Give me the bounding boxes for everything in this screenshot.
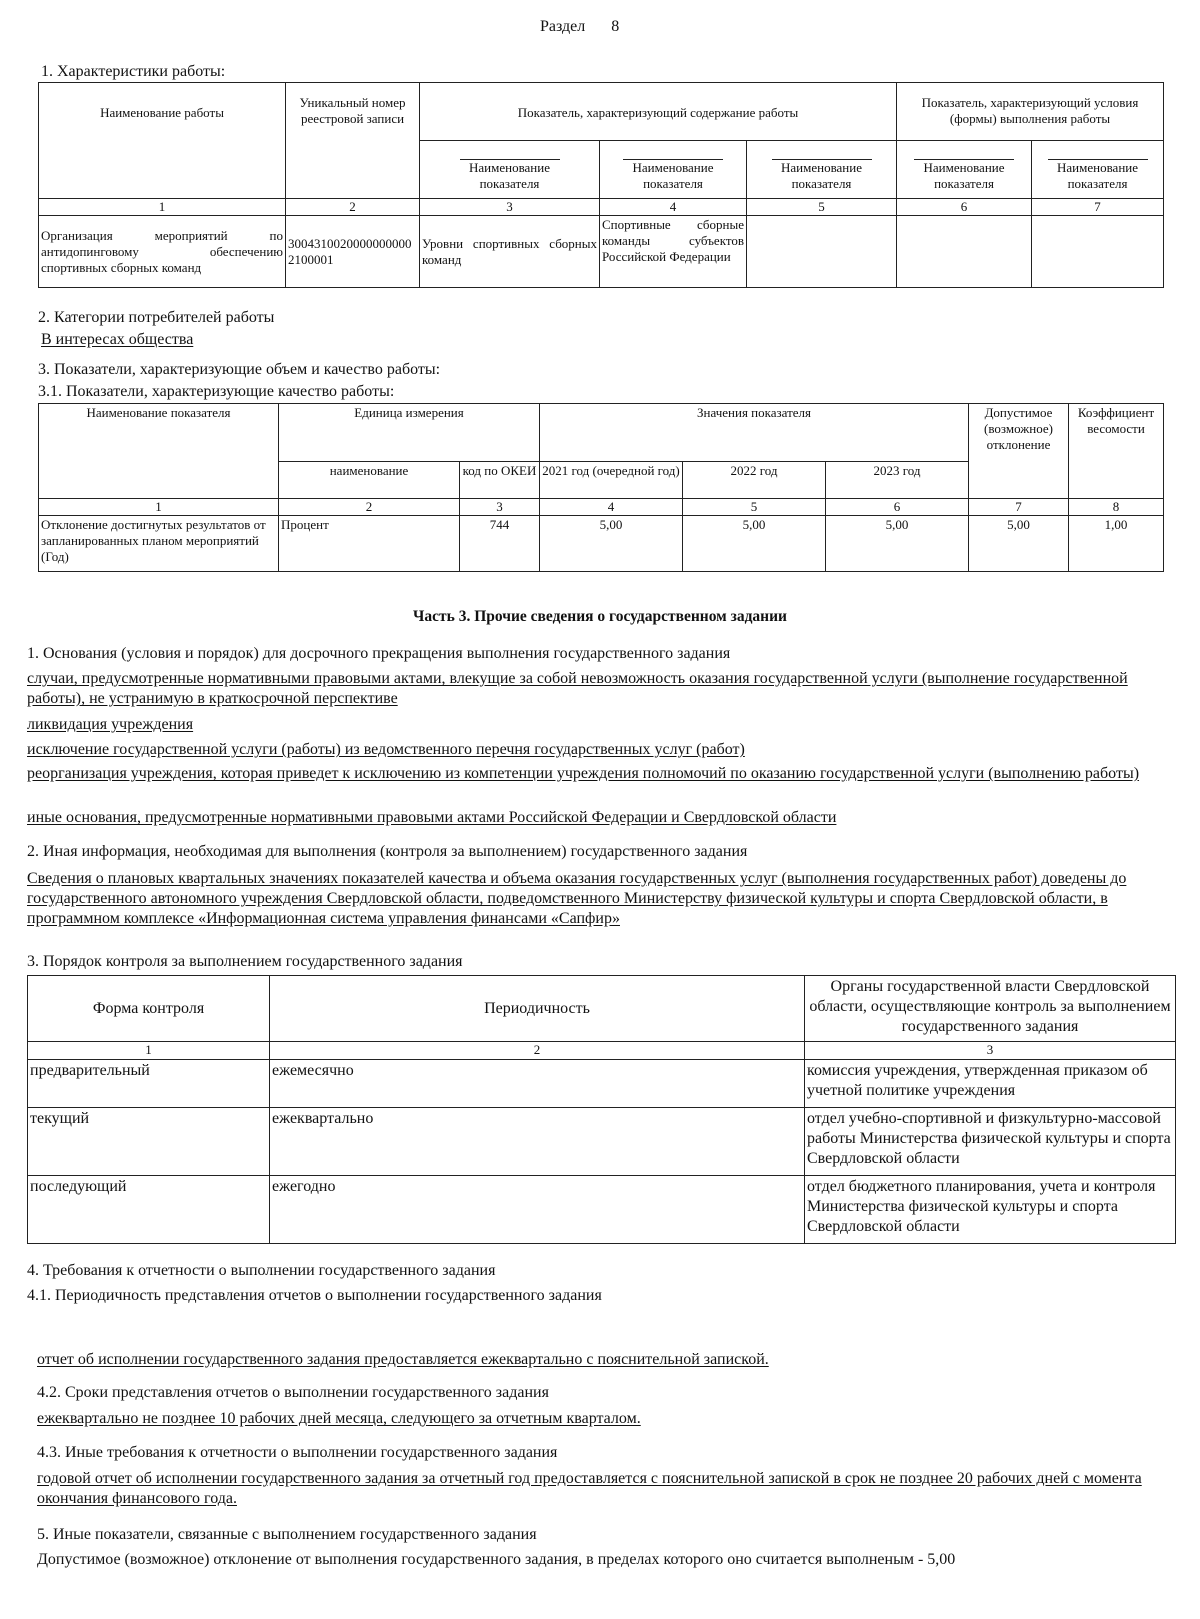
col-unit: Единица измерения [279, 404, 540, 462]
sub-indicator-name: Наименование показателя [1048, 159, 1148, 192]
section-number: 8 [611, 18, 620, 35]
p5-value: Допустимое (возможное) отклонение от выполнения государственного задания, в пределах которого оно считается выполненым - 5,00 [37, 1551, 956, 1568]
p4-title: 4. Требования к отчетности о выполнении государственного задания [27, 1262, 496, 1279]
col-content-indicator: Показатель, характеризующий содержание работы [420, 83, 897, 141]
p42-title: 4.2. Сроки представления отчетов о выполнении государственного задания [37, 1384, 549, 1401]
col-number: 1 [39, 499, 279, 516]
p3-title: 3. Порядок контроля за выполнением государственного задания [27, 953, 463, 970]
quality-indicators-table [38, 403, 1164, 572]
col-deviation: Допустимое (возможное) отклонение [969, 404, 1069, 499]
col-number: 1 [39, 199, 286, 216]
col-weight-coefficient: Коэффициент весомости [1069, 404, 1164, 499]
p43-title: 4.3. Иные требования к отчетности о выполнении государственного задания [37, 1444, 558, 1461]
col-number: 3 [420, 199, 600, 216]
s3-subtitle: 3.1. Показатели, характеризующие качество работы: [38, 383, 395, 400]
col-conditions-indicator: Показатель, характеризующий условия (формы) выполнения работы [897, 83, 1164, 141]
unit-name-cell: Процент [279, 516, 460, 572]
sub-indicator-name: Наименование показателя [772, 159, 872, 192]
col-number: 3 [460, 499, 540, 516]
coefficient-cell: 1,00 [1069, 516, 1164, 572]
control-organ-cell: отдел учебно-спортивной и физкультурно-массовой работы Министерства физической культуры и спорта Свердловской области [805, 1108, 1176, 1176]
p41-title: 4.1. Периодичность представления отчетов о выполнении государственного задания [27, 1287, 602, 1304]
col-number: 3 [805, 1042, 1176, 1060]
empty-cell [1032, 216, 1164, 288]
p41-value: отчет об исполнении государственного задания предоставляется ежеквартально с пояснительной запиской. [37, 1351, 769, 1368]
registry-number-cell: 30043100200000000002100001 [286, 216, 420, 288]
p5-title: 5. Иные показатели, связанные с выполнением государственного задания [37, 1526, 537, 1543]
col-number: 4 [600, 199, 747, 216]
sub-indicator-name: Наименование показателя [914, 159, 1014, 192]
col-unit-name: наименование [279, 462, 460, 499]
p2-title: 2. Иная информация, необходимая для выполнения (контроля за выполнением) государственного задания [27, 843, 748, 860]
empty-cell [897, 216, 1032, 288]
content-indicator-cell: Спортивные сборные команды субъектов Российской Федерации [600, 216, 747, 288]
p42-value: ежеквартально не позднее 10 рабочих дней месяца, следующего за отчетным кварталом. [37, 1410, 641, 1427]
col-number: 5 [747, 199, 897, 216]
control-order-table [27, 975, 1176, 1244]
work-name-cell: Организация мероприятий по антидопинговому обеспечению спортивных сборных команд [39, 216, 286, 288]
empty-cell [747, 216, 897, 288]
col-number: 2 [279, 499, 460, 516]
col-number: 2 [286, 199, 420, 216]
content-indicator-cell: Уровни спортивных сборных команд [420, 216, 600, 288]
col-work-name: Наименование работы [39, 83, 286, 199]
section-header [540, 17, 619, 37]
periodicity-cell: ежегодно [270, 1176, 805, 1244]
p1-title: 1. Основания (условия и порядок) для досрочного прекращения выполнения государственного задания [27, 645, 731, 662]
value-2023-cell: 5,00 [826, 516, 969, 572]
col-indicator-name: Наименование показателя [39, 404, 279, 499]
value-2021-cell: 5,00 [540, 516, 683, 572]
s3-title: 3. Показатели, характеризующие объем и качество работы: [38, 361, 441, 378]
col-registry-number: Уникальный номер реестровой записи [286, 83, 420, 199]
p1-item: случаи, предусмотренные нормативными правовыми актами, влекущие за собой невозможность оказания государственной услуги (выполнение государственной работы), не устранимую в краткосрочной перспективе [27, 670, 1128, 707]
col-number: 6 [897, 199, 1032, 216]
sub-indicator-name: Наименование показателя [460, 159, 560, 192]
col-number: 5 [683, 499, 826, 516]
okei-code-cell: 744 [460, 516, 540, 572]
part3-title: Часть 3. Прочие сведения о государственном задании [413, 608, 787, 625]
col-values: Значения показателя [540, 404, 969, 462]
control-organ-cell: комиссия учреждения, утвержденная приказом об учетной политике учреждения [805, 1060, 1176, 1108]
p2-text: Сведения о плановых квартальных значениях показателей качества и объема оказания государственных услуг (выполнения государственных работ) доведены до государственного автономного учреждения Свердловской области, подведомственного Министерству физической культуры и спорта Свердловской области, в программном комплексе «Информационная система управления финансами «Сапфир» [27, 870, 1127, 927]
col-control-form: Форма контроля [28, 976, 270, 1042]
col-periodicity: Периодичность [270, 976, 805, 1042]
value-2022-cell: 5,00 [683, 516, 826, 572]
col-okei-code: код по ОКЕИ [460, 462, 540, 499]
p1-item: реорганизация учреждения, которая приведет к исключению из компетенции учреждения полномочий по оказанию государственной услуги (выполнению работы) [27, 765, 1140, 782]
sub-indicator-name: Наименование показателя [623, 159, 723, 192]
col-number: 6 [826, 499, 969, 516]
p1-item: исключение государственной услуги (работы) из ведомственного перечня государственных услуг (работ) [27, 741, 745, 758]
control-form-cell: текущий [28, 1108, 270, 1176]
work-characteristics-table [38, 82, 1164, 288]
col-year-2023: 2023 год [826, 462, 969, 499]
p43-value: годовой отчет об исполнении государственного задания за отчетный год предоставляется с пояснительной запиской в срок не позднее 20 рабочих дней с момента окончания финансового года. [37, 1470, 1142, 1507]
periodicity-cell: ежемесячно [270, 1060, 805, 1108]
p1-item: ликвидация учреждения [27, 716, 194, 733]
p1-item: иные основания, предусмотренные нормативными правовыми актами Российской Федерации и Свердловской области [27, 809, 837, 826]
col-number: 2 [270, 1042, 805, 1060]
section-label: Раздел [540, 18, 586, 35]
col-number: 1 [28, 1042, 270, 1060]
periodicity-cell: ежеквартально [270, 1108, 805, 1176]
col-number: 8 [1069, 499, 1164, 516]
col-number: 4 [540, 499, 683, 516]
deviation-cell: 5,00 [969, 516, 1069, 572]
s2-title: 2. Категории потребителей работы [38, 309, 275, 326]
s1-title: 1. Характеристики работы: [41, 63, 226, 80]
col-number: 7 [1032, 199, 1164, 216]
col-year-2022: 2022 год [683, 462, 826, 499]
indicator-name-cell: Отклонение достигнутых результатов от запланированных планом мероприятий (Год) [39, 516, 279, 572]
control-form-cell: предварительный [28, 1060, 270, 1108]
consumer-category-value: В интересах общества [41, 331, 194, 348]
control-form-cell: последующий [28, 1176, 270, 1244]
col-year-2021: 2021 год (очередной год) [540, 462, 683, 499]
control-organ-cell: отдел бюджетного планирования, учета и контроля Министерства физической культуры и спорта Свердловской области [805, 1176, 1176, 1244]
col-control-organs: Органы государственной власти Свердловской области, осуществляющие контроль за выполнением государственного задания [805, 976, 1176, 1042]
col-number: 7 [969, 499, 1069, 516]
